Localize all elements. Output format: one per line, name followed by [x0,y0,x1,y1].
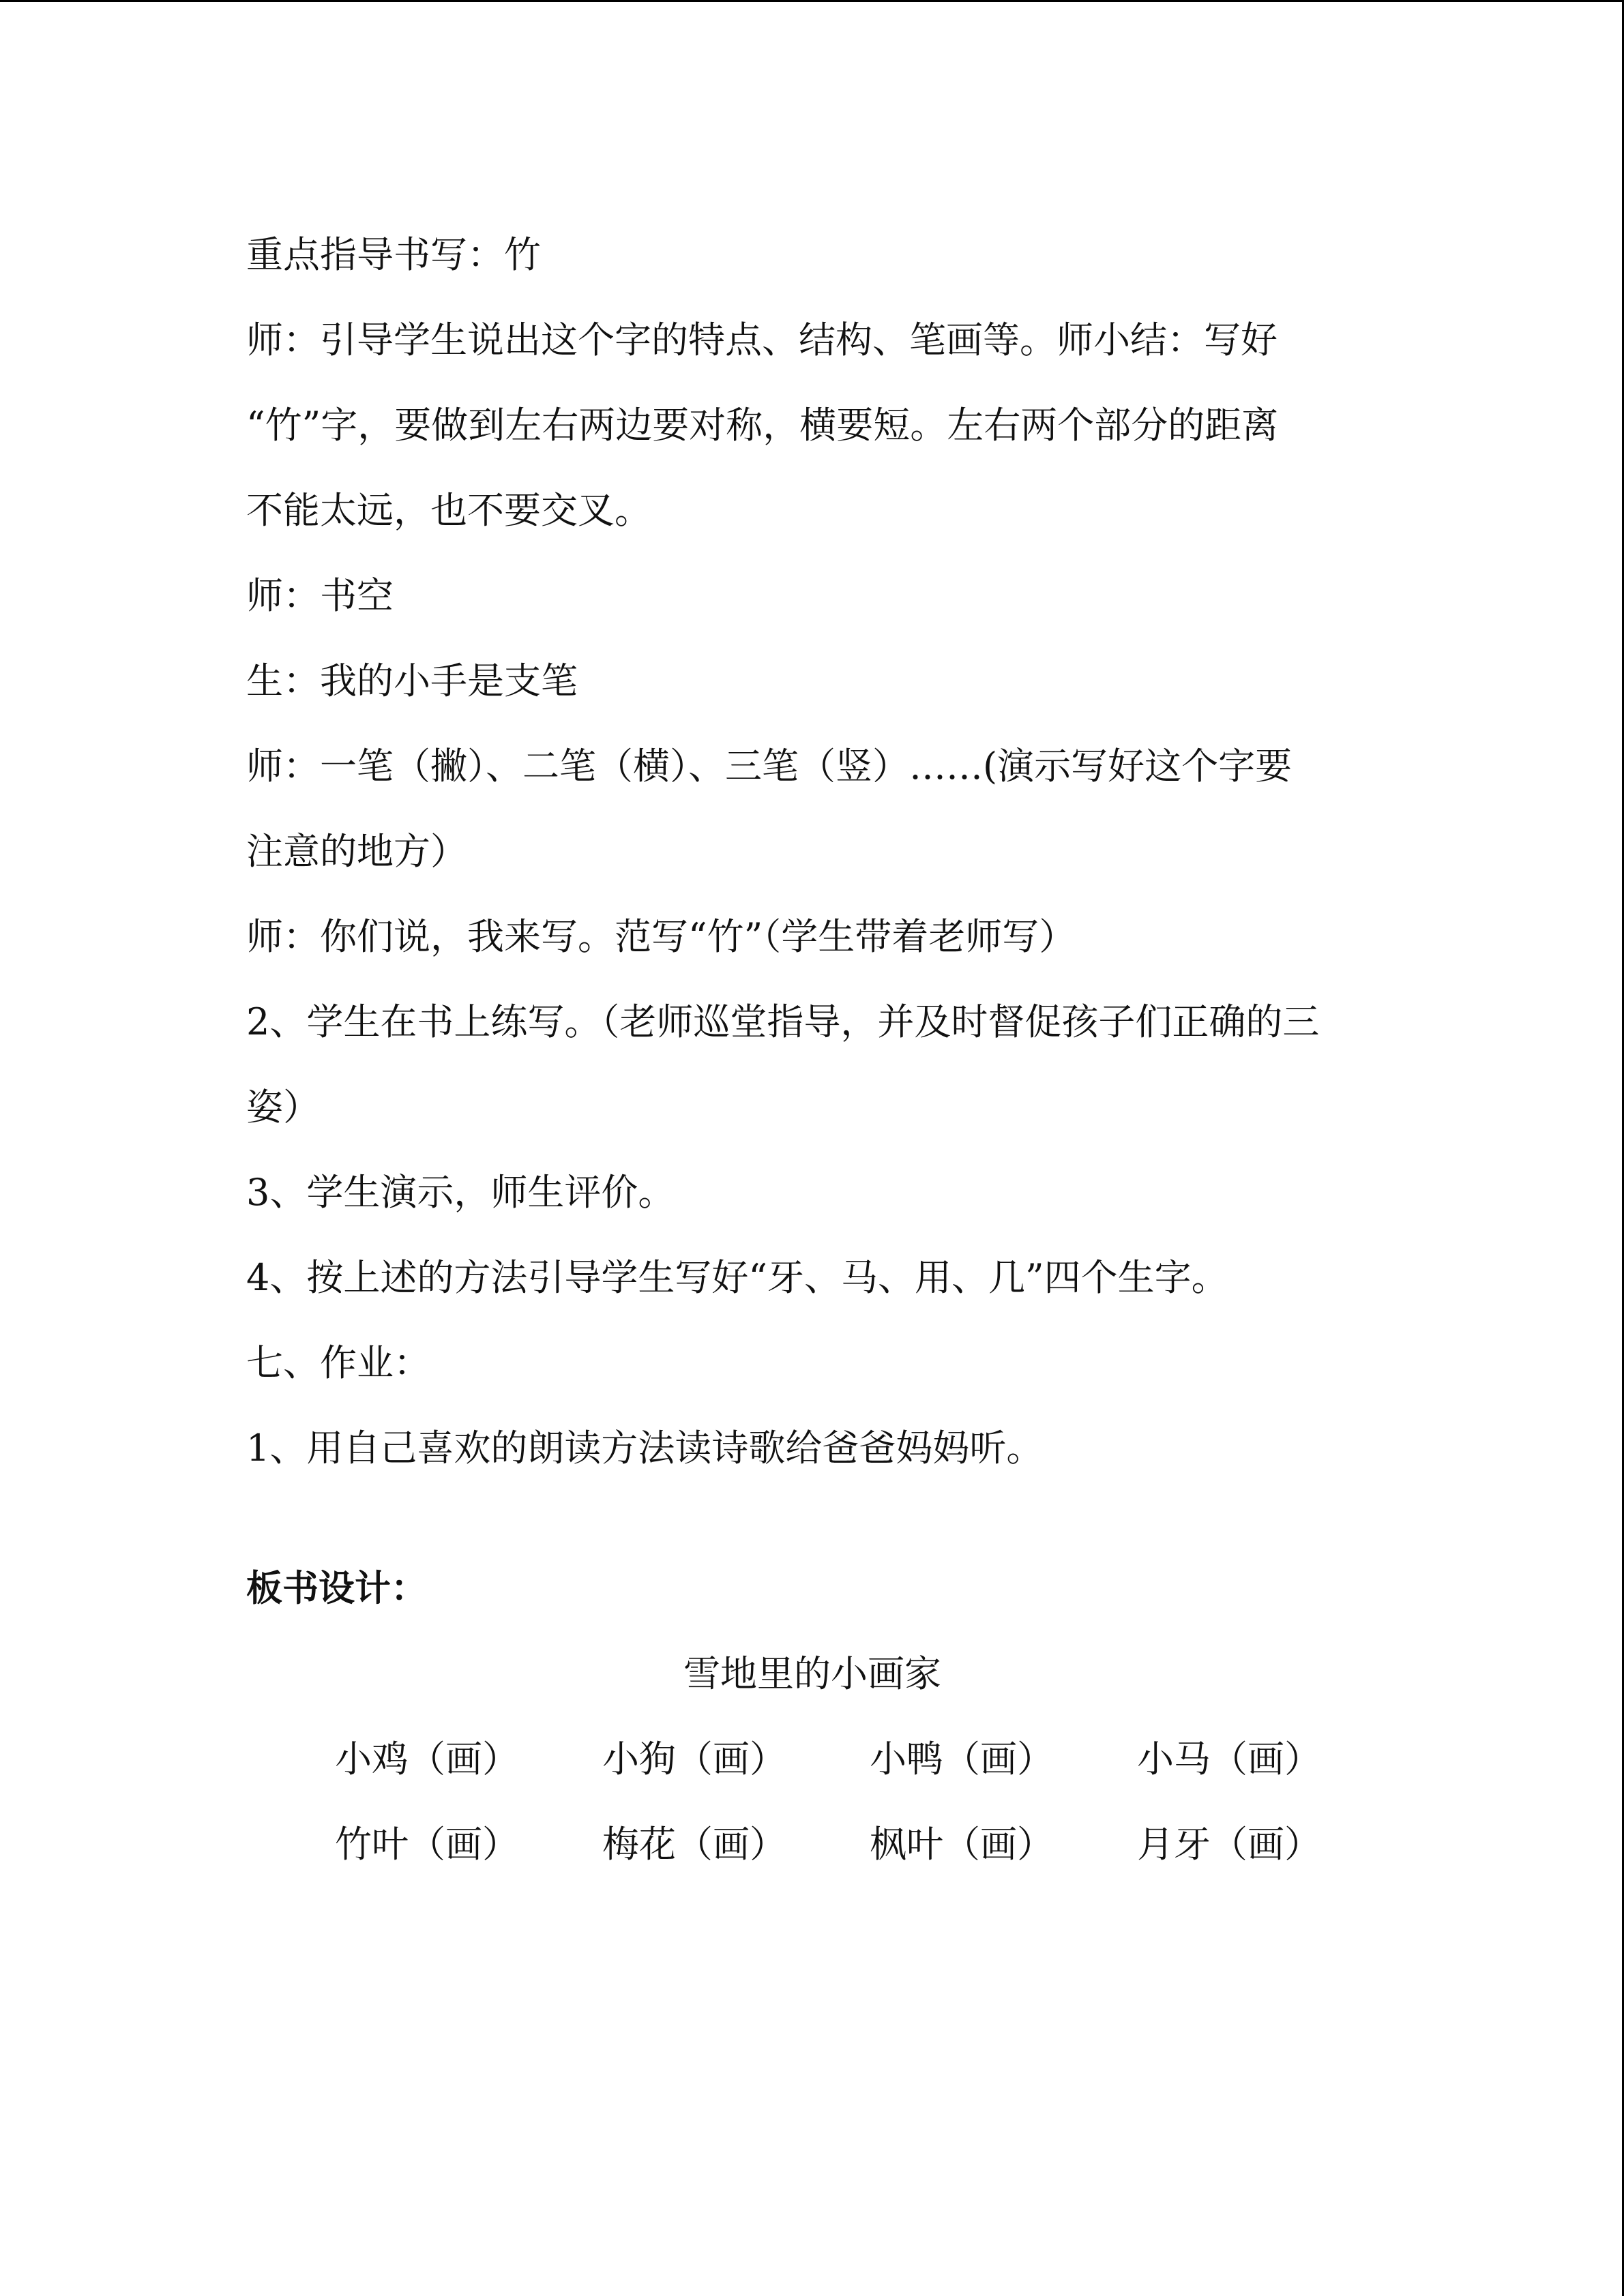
text-line: 1、用自己喜欢的朗读方法读诗歌给爸爸妈妈听。 [246,1427,1044,1470]
text-line: 生：我的小手是支笔 [246,659,578,702]
board-title: 雪地里的小画家 [683,1652,941,1695]
board-design-heading: 板书设计： [246,1568,427,1609]
text-line: 4、按上述的方法引导学生写好“牙、马、用、几”四个生字。 [246,1256,1228,1299]
text-line: 师：书空 [246,574,394,617]
text-line: 师：一笔（撇）、二笔（横）、三笔（竖）……(演示写好这个字要 [246,745,1293,788]
board-cell: 小马（画） [1137,1738,1321,1780]
text-line: 不能太远，也不要交叉。 [246,489,651,532]
board-row [246,1802,1392,1887]
section-spacer [246,1491,1392,1546]
board-cell: 月牙（画） [1137,1823,1321,1866]
text-line: 注意的地方） [246,830,467,873]
text-line: 姿） [246,1086,320,1129]
text-line: 师：你们说，我来写。范写“竹”（学生带着老师写） [246,915,1076,958]
board-cell: 小狗（画） [602,1738,786,1780]
board-cell: 小鸭（画） [870,1738,1054,1780]
board-row [246,1716,1392,1802]
text-line: 师：引导学生说出这个字的特点、结构、笔画等。师小结：写好 [246,318,1278,361]
text-line: 七、作业： [246,1341,430,1384]
text-line: 2、学生在书上练写。（老师巡堂指导，并及时督促孩子们正确的三 [246,1000,1320,1043]
document-body [246,212,1392,1887]
board-cell: 梅花（画） [602,1823,786,1866]
board-cell: 枫叶（画） [870,1823,1054,1866]
text-line: 重点指导书写：竹 [246,233,541,276]
board-cell: 小鸡（画） [335,1738,519,1780]
text-line: “竹”字，要做到左右两边要对称，横要短。左右两个部分的距离 [246,404,1279,447]
text-line: 3、学生演示，师生评价。 [246,1171,675,1214]
board-cell: 竹叶（画） [335,1823,519,1866]
